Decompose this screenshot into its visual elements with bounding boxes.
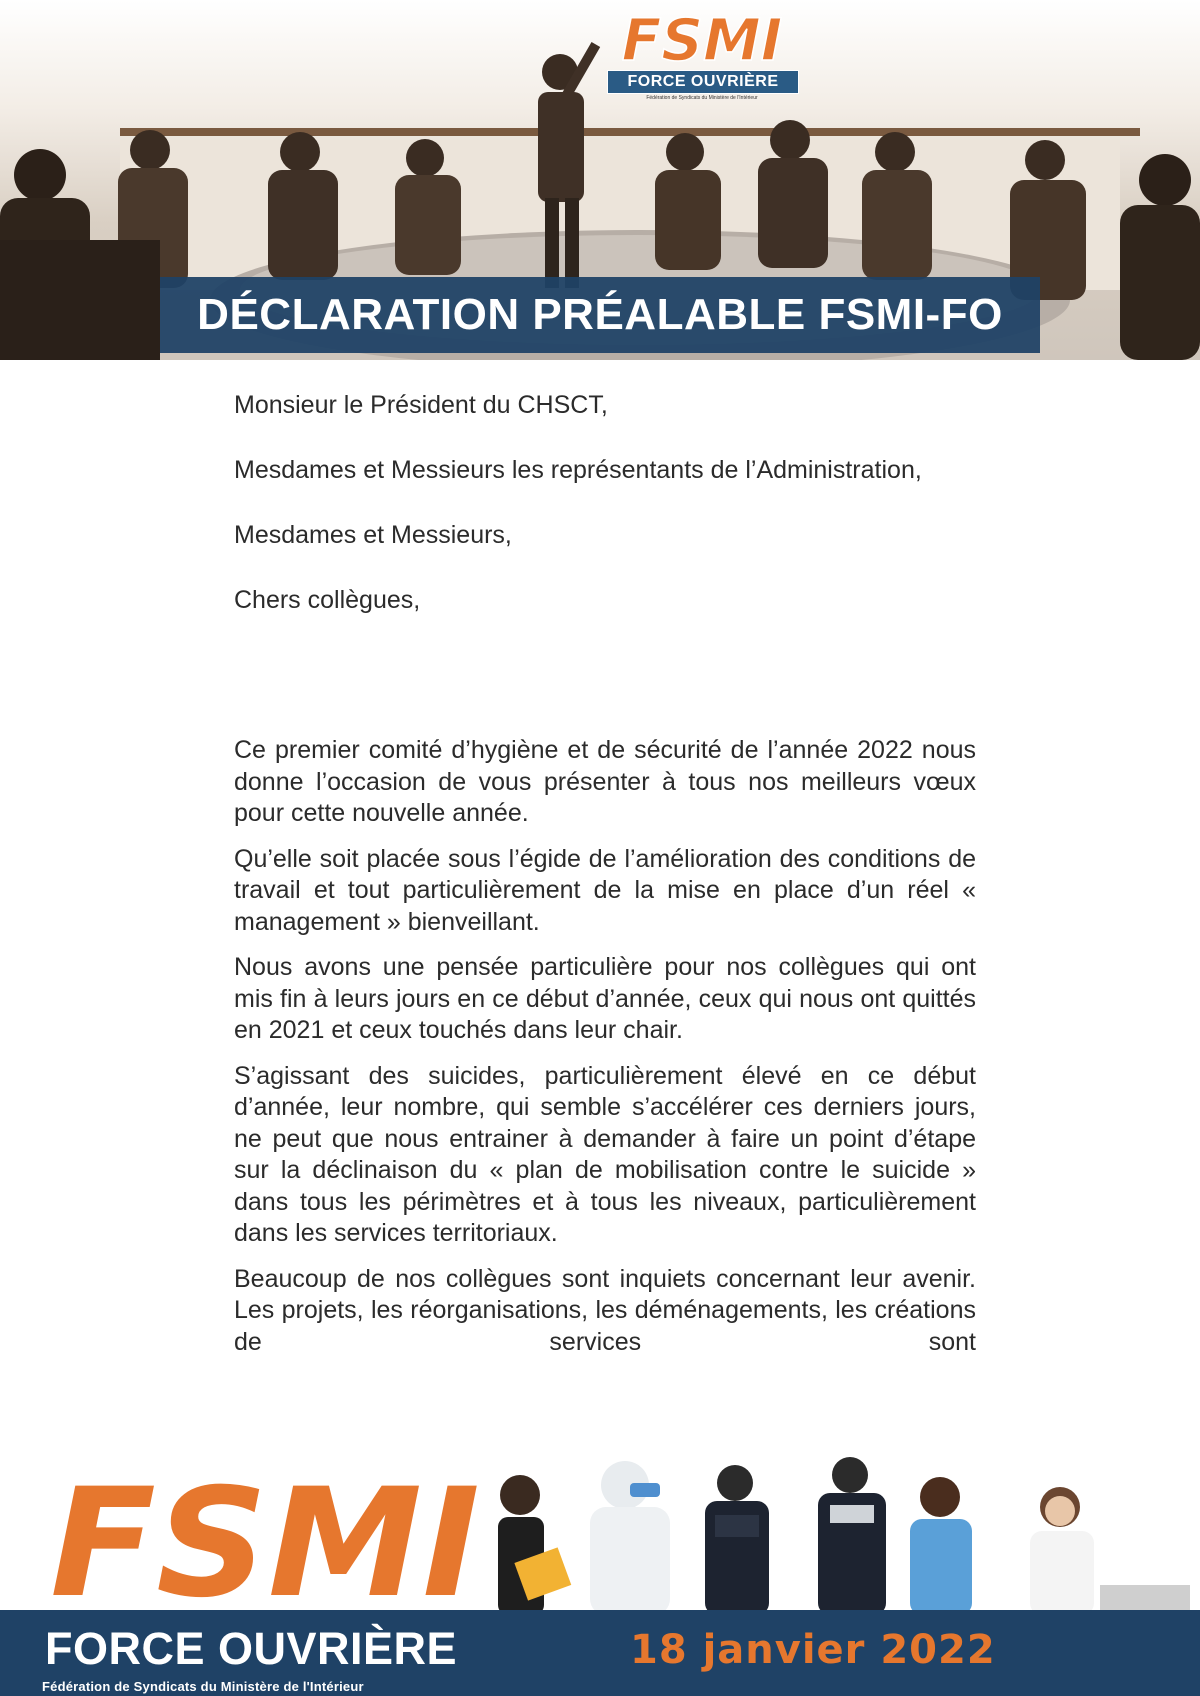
paragraph: Beaucoup de nos collègues sont inquiets concernant leur avenir. Les projets, les réorganisations, les déménagements, les créations de services sont xyxy=(234,1264,976,1356)
spacer xyxy=(234,643,976,735)
salutation-line: Chers collègues, xyxy=(234,586,421,614)
paragraphs-block xyxy=(234,735,976,1358)
agents-group-image xyxy=(490,1445,1200,1615)
federation-tagline: Fédération de Syndicats du Ministère de l'Intérieur xyxy=(42,1679,364,1694)
footer xyxy=(0,1445,1200,1696)
salutation-line: Monsieur le Président du CHSCT, xyxy=(234,391,608,419)
fsmi-logo-large xyxy=(45,1467,485,1607)
salutation-block xyxy=(234,383,976,622)
header-banner xyxy=(0,0,1200,360)
paragraph: Ce premier comité d’hygiène et de sécurité de l’année 2022 nous donne l’occasion de vous présenter à tous nos meilleurs vœux pour cette nouvelle année. xyxy=(234,736,976,827)
paragraph: S’agissant des suicides, particulièrement élevé en ce début d’année, leur nombre, qui semble s’accélérer ces derniers jours, ne peut que nous entrainer à demander à faire un point d’étape sur la déclinaison du « plan de mobilisation contre le suicide » dans tous les périmètres et à tous les niveaux, particulièrement dans les services territoriaux. xyxy=(234,1061,976,1247)
fsmi-wordmark-large: FSMI xyxy=(50,1467,480,1607)
fsmi-wordmark-text: FSMI xyxy=(621,8,783,68)
document-date: 18 janvier 2022 xyxy=(630,1627,996,1673)
salutation-line: Mesdames et Messieurs, xyxy=(234,521,512,549)
fsmi-logo-top xyxy=(607,8,797,103)
fsmi-wordmark-small xyxy=(611,8,793,68)
letter-body xyxy=(234,383,976,1358)
paragraph: Qu’elle soit placée sous l’égide de l’amélioration des conditions de travail et tout particulièrement de la mise en place d’un réel « management » bienveillant. xyxy=(234,844,976,936)
page-title: DÉCLARATION PRÉALABLE FSMI-FO xyxy=(160,277,1040,353)
salutation-line: Mesdames et Messieurs les représentants de l’Administration, xyxy=(234,456,922,484)
force-ouvriere-title: FORCE OUVRIÈRE xyxy=(45,1623,458,1674)
force-ouvriere-label: FORCE OUVRIÈRE xyxy=(607,70,799,94)
federation-tagline-small: Fédération de Syndicats du Ministère de l'Intérieur xyxy=(646,95,758,101)
paragraph: Nous avons une pensée particulière pour nos collègues qui ont mis fin à leurs jours en ce début d’année, ceux qui nous ont quittés en 2021 et ceux touchés dans leur chair. xyxy=(234,953,976,1044)
